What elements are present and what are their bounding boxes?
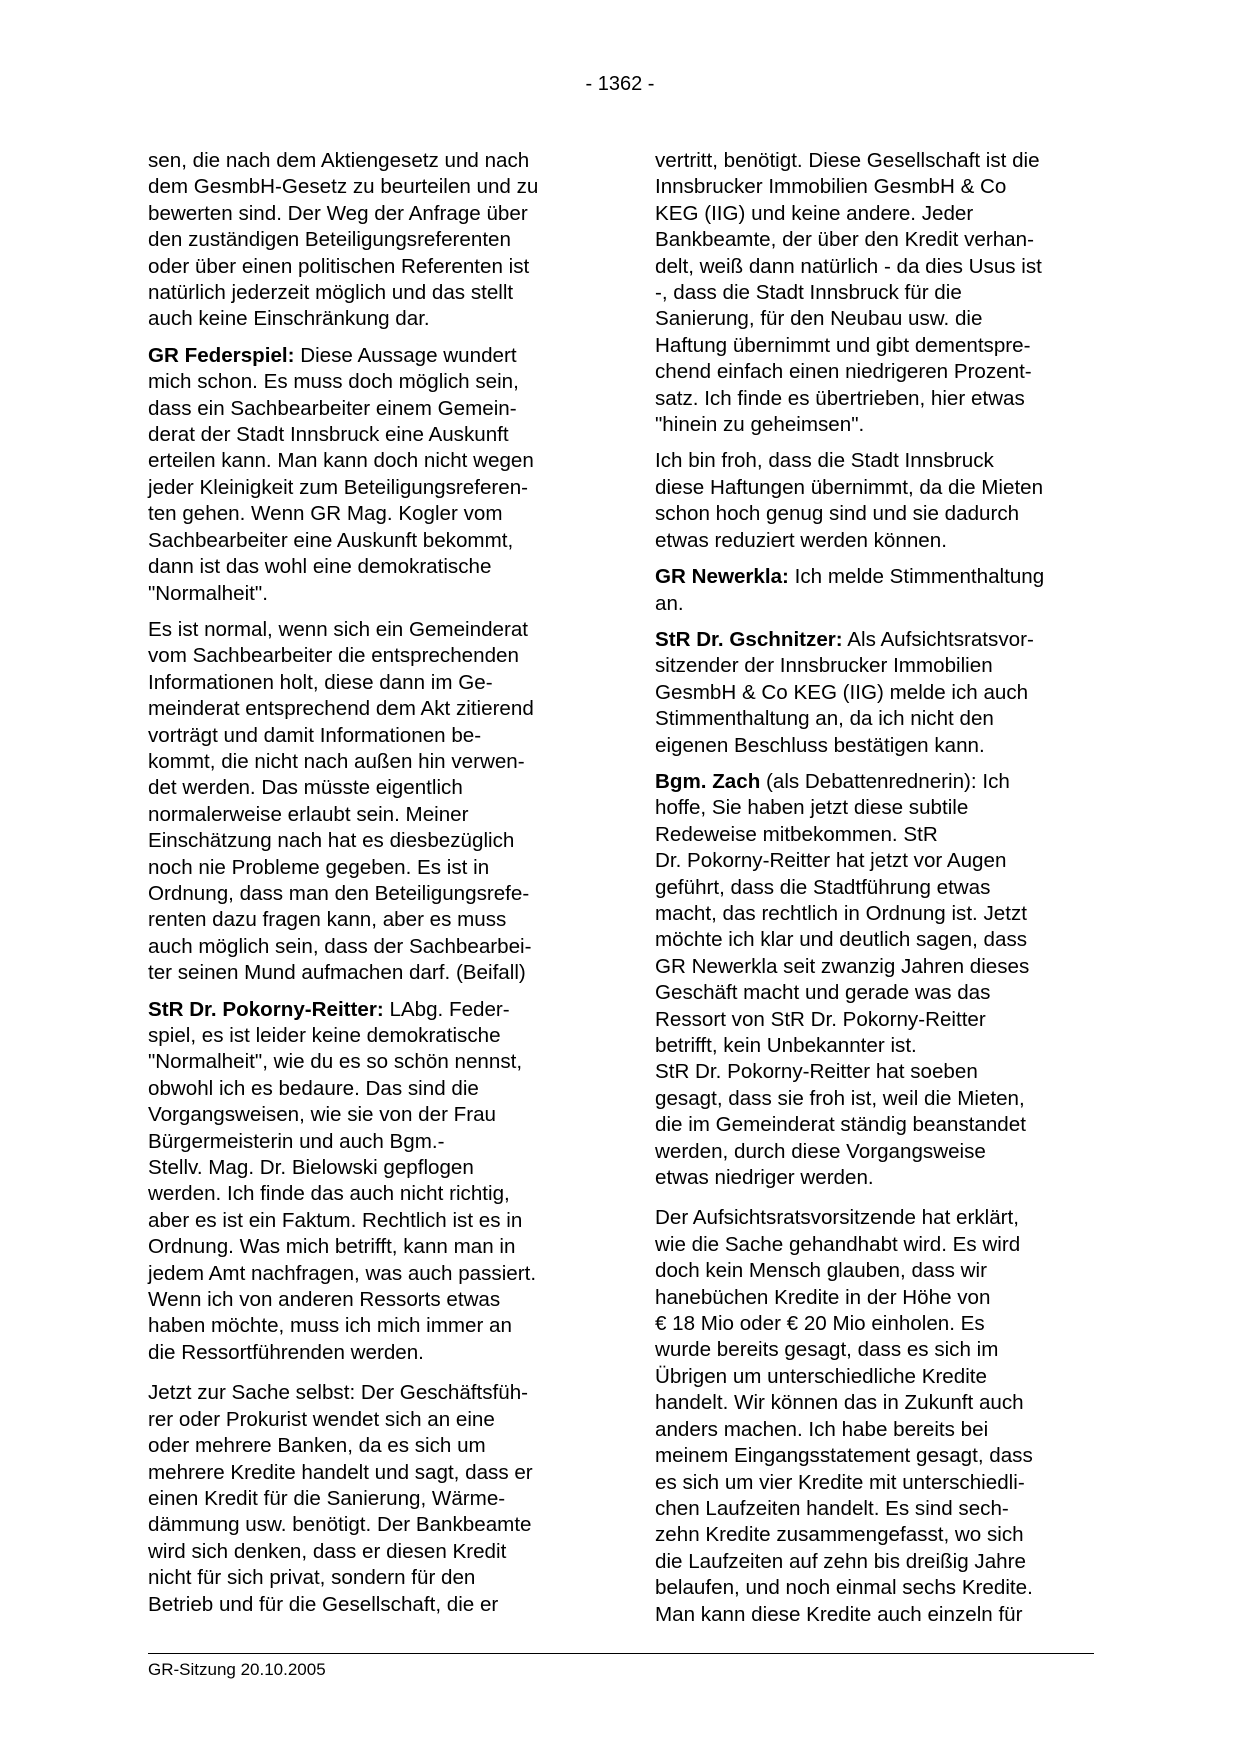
paragraph-text: Als Aufsichtsratsvor- sitzender der Innsbrucker Immobilien GesmbH & Co KEG (IIG) melde ich auch Stimmenthaltung an, da ich nicht den eigenen Beschluss bestätigen kann. xyxy=(655,627,1034,757)
paragraph-text: Ich melde Stimmenthaltung an. xyxy=(655,565,1045,615)
paragraph-text: sen, die nach dem Aktiengesetz und nach dem GesmbH-Gesetz zu beurteilen und zu bewerten sind. Der Weg der Anfrage über den zuständigen Beteiligungsreferenten oder über einen politischen Referenten ist natürlich jederzeit möglich und das stellt auch keine Einschränkung dar. xyxy=(148,149,539,331)
speaker-name: GR Federspiel: xyxy=(148,343,295,367)
paragraph-text: Jetzt zur Sache selbst: Der Geschäftsfüh- rer oder Prokurist wendet sich an eine oder mehrere Banken, da es sich um mehrere Kredite handelt und sagt, dass er einen Kredit für die Sanierung, Wärme- dämmung usw. benötigt. Der Bankbeamte wird sich denken, dass er diesen Kredit nicht für sich privat, sondern für den Betrieb und für die Gesellschaft, die er xyxy=(148,1381,533,1616)
speech-newerkla xyxy=(655,564,1100,617)
paragraph xyxy=(655,448,1100,554)
paragraph xyxy=(655,148,1100,438)
paragraph-text: LAbg. Feder- spiel, es ist leider keine demokratische "Normalheit", wie du es so schön nennst, obwohl ich es bedaure. Das sind die Vorgangsweisen, wie sie von der Frau Bürgermeisterin und auch Bgm.- Stellv. Mag. Dr. Bielowski gepflogen werden. Ich finde das auch nicht richtig, aber es ist ein Faktum. Rechtlich ist es in Ordnung. Was mich betrifft, kann man in jedem Amt nachfragen, was auch passiert. Wenn ich von anderen Ressorts etwas haben möchte, muss ich mich immer an die Ressortführenden werden. xyxy=(148,997,537,1364)
paragraph xyxy=(148,617,588,987)
paragraph xyxy=(148,1380,588,1618)
speaker-name: StR Dr. Gschnitzer: xyxy=(655,627,843,651)
paragraph-text: Diese Aussage wundert mich schon. Es muss doch möglich sein, dass ein Sachbearbeiter einem Gemein- derat der Stadt Innsbruck eine Auskunft erteilen kann. Man kann doch nicht wegen jeder Kleinigkeit zum Beteiligungsreferen- ten gehen. Wenn GR Mag. Kogler vom Sachbearbeiter eine Auskunft bekommt, dann ist das wohl eine demokratische "Normalheit". xyxy=(148,343,534,605)
speech-federspiel xyxy=(148,343,588,607)
paragraph-text: vertritt, benötigt. Diese Gesellschaft ist die Innsbrucker Immobilien GesmbH & Co KEG (IIG) und keine andere. Jeder Bankbeamte, der über den Kredit verhan- delt, weiß dann natürlich - da dies Usus ist -, dass die Stadt Innsbruck für die Sanierung, für den Neubau usw. die Haftung übernimmt und gibt dementspre- chend einfach einen niedrigeren Prozent- satz. Ich finde es übertrieben, hier etwas "hinein zu geheimsen". xyxy=(655,149,1042,437)
footer-session-date: GR-Sitzung 20.10.2005 xyxy=(148,1660,326,1679)
left-column xyxy=(148,148,588,1628)
speaker-name: StR Dr. Pokorny-Reitter: xyxy=(148,997,384,1021)
paragraph-text: Es ist normal, wenn sich ein Gemeinderat vom Sachbearbeiter die entsprechenden Informationen holt, diese dann im Ge- meinderat entsprechend dem Akt zitierend vorträgt und damit Informationen be- kommt, die nicht nach außen hin verwen- det werden. Das müsste eigentlich normalerweise erlaubt sein. Meiner Einschätzung nach hat es diesbezüglich noch nie Probleme gegeben. Es ist in Ordnung, dass man den Beteiligungsrefe- renten dazu fragen kann, aber es muss auch möglich sein, dass der Sachbearbei- ter seinen Mund aufmachen darf. (Beifall) xyxy=(148,617,534,985)
right-column xyxy=(655,148,1100,1638)
paragraph xyxy=(655,1205,1100,1628)
paragraph xyxy=(148,148,588,333)
page-number: - 1362 - xyxy=(585,73,655,95)
paragraph-text: (als Debattenrednerin): Ich hoffe, Sie haben jetzt diese subtile Redeweise mitbekommen. StR Dr. Pokorny-Reitter hat jetzt vor Augen geführt, dass die Stadtführung etwas macht, das rechtlich in Ordnung ist. Jetzt möchte ich klar und deutlich sagen, dass GR Newerkla seit zwanzig Jahren dieses Geschäft macht und gerade was das Ressort von StR Dr. Pokorny-Reitter betrifft, kein Unbekannter ist. StR Dr. Pokorny-Reitter hat soeben gesagt, dass sie froh ist, weil die Mieten, die im Gemeinderat ständig beanstandet werden, durch diese Vorgangsweise etwas niedriger werden. xyxy=(655,769,1030,1190)
speaker-name: GR Newerkla: xyxy=(655,565,789,589)
footer-divider xyxy=(148,1653,1094,1654)
paragraph-text: Ich bin froh, dass die Stadt Innsbruck diese Haftungen übernimmt, da die Mieten schon hoch genug sind und sie dadurch etwas reduziert werden können. xyxy=(655,449,1044,552)
speech-pokorny-reitter xyxy=(148,997,588,1367)
speech-gschnitzer xyxy=(655,627,1100,759)
speaker-name: Bgm. Zach xyxy=(655,769,761,793)
paragraph-text: Der Aufsichtsratsvorsitzende hat erklärt, wie die Sache gehandhabt wird. Es wird doch kein Mensch glauben, dass wir hanebüchen Kredite in der Höhe von € 18 Mio oder € 20 Mio einholen. Es wurde bereits gesagt, dass es sich im Übrigen um unterschiedliche Kredite handelt. Wir können das in Zukunft auch anders machen. Ich habe bereits bei meinem Eingangsstatement gesagt, dass es sich um vier Kredite mit unterschiedli- chen Laufzeiten handelt. Es sind sech- zehn Kredite zusammengefasst, wo sich die Laufzeiten auf zehn bis dreißig Jahre belaufen, und noch einmal sechs Kredite. Man kann diese Kredite auch einzeln für xyxy=(655,1206,1033,1626)
speech-zach xyxy=(655,769,1100,1192)
